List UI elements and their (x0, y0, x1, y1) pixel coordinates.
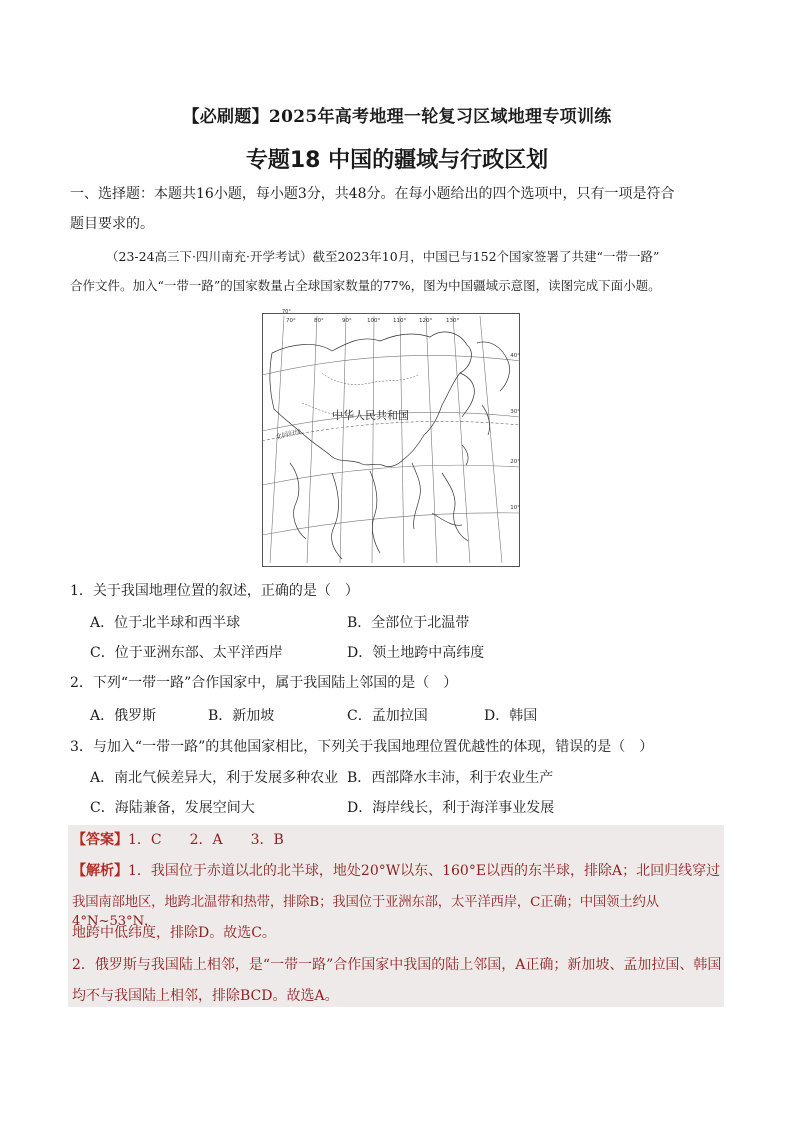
answer-label: 【答案】 (72, 832, 128, 848)
lat-label: 40° (510, 353, 520, 359)
question-3-option-b[interactable]: B．西部降水丰沛，利于农业生产 (347, 770, 554, 786)
lon-label: 100° (367, 318, 381, 324)
lon-label: 80° (314, 318, 324, 324)
topic-title: 专题18 中国的疆域与行政区划 (245, 148, 549, 173)
lon-label: 130° (446, 318, 460, 324)
analysis-line3: 地跨中低纬度，排除D。故选C。 (72, 925, 276, 941)
question-1-option-c[interactable]: C．位于亚洲东部、太平洋西岸 (90, 645, 283, 661)
analysis-line4: 2．俄罗斯与我国陆上相邻，是“一带一路”合作国家中我国的陆上邻国，A正确；新加坡、孟加拉国、韩国 (72, 957, 722, 973)
lon-label: 120° (419, 318, 433, 324)
answer-row (72, 829, 732, 849)
question-1-option-b[interactable]: B．全部位于北温带 (347, 615, 470, 631)
analysis-label: 【解析】 (72, 863, 128, 879)
china-territory-map (262, 309, 520, 567)
question-2-stem: 2．下列“一带一路”合作国家中，属于我国陆上邻国的是（ ） (70, 675, 458, 691)
analysis-line5: 均不与我国陆上相邻，排除BCD。故选A。 (72, 988, 339, 1004)
question-3-option-c[interactable]: C．海陆兼备，发展空间大 (90, 800, 255, 816)
tropic-label: 北回归线 (274, 427, 302, 441)
question-1-stem: 1．关于我国地理位置的叙述，正确的是（ ） (70, 583, 359, 599)
context-line1: （23-24高三下·四川南充·开学考试）截至2023年10月，中国已与152个国家签署了共建“一带一路” (106, 249, 660, 264)
question-2-option-a[interactable]: A．俄罗斯 (90, 708, 157, 724)
question-3-option-d[interactable]: D．海岸线长，利于海洋事业发展 (347, 800, 555, 816)
answer-text: 1．C 2．A 3．B (128, 832, 284, 848)
question-1-option-d[interactable]: D．领土地跨中高纬度 (347, 645, 485, 661)
question-2-option-c[interactable]: C．孟加拉国 (347, 708, 428, 724)
analysis-line1: 1．我国位于赤道以北的北半球，地处20°W以东、160°E以西的东半球，排除A；北回归线穿过 (128, 863, 721, 879)
question-3-stem: 3．与加入“一带一路”的其他国家相比，下列关于我国地理位置优越性的体现，错误的是（ ） (70, 739, 654, 755)
lat-label: 30° (510, 409, 520, 415)
lat-label: 10° (510, 505, 520, 511)
country-label: 中华人民共和国 (332, 409, 409, 422)
lon-label: 70° (286, 318, 296, 324)
lat-label: 20° (510, 459, 520, 465)
question-2-option-d[interactable]: D．韩国 (484, 708, 538, 724)
lon-label: 90° (342, 318, 352, 324)
analysis-line2: 我国南部地区，地跨北温带和热带，排除B；我国位于亚洲东部，太平洋西岸，C正确；中国领土约从4°N~53°N， (72, 895, 659, 929)
question-3-option-a[interactable]: A．南北气候差异大，利于发展多种农业 (90, 770, 339, 786)
question-2-option-b[interactable]: B．新加坡 (208, 708, 275, 724)
document-title: 【必刷题】2025年高考地理一轮复习区域地理专项训练 (182, 107, 612, 127)
question-1-option-a[interactable]: A．位于北半球和西半球 (90, 615, 241, 631)
section-instructions-line2: 题目要求的。 (70, 216, 154, 232)
lon-label: 70° (282, 309, 291, 315)
context-line2: 合作文件。加入“一带一路”的国家数量占全球国家数量的77%，图为中国疆域示意图，读图完成下面小题。 (70, 278, 661, 293)
analysis-row (72, 860, 732, 880)
section-instructions-line1: 一、选择题：本题共16小题，每小题3分，共48分。在每小题给出的四个选项中，只有一项是符合 (70, 186, 675, 202)
lon-label: 110° (393, 318, 407, 324)
